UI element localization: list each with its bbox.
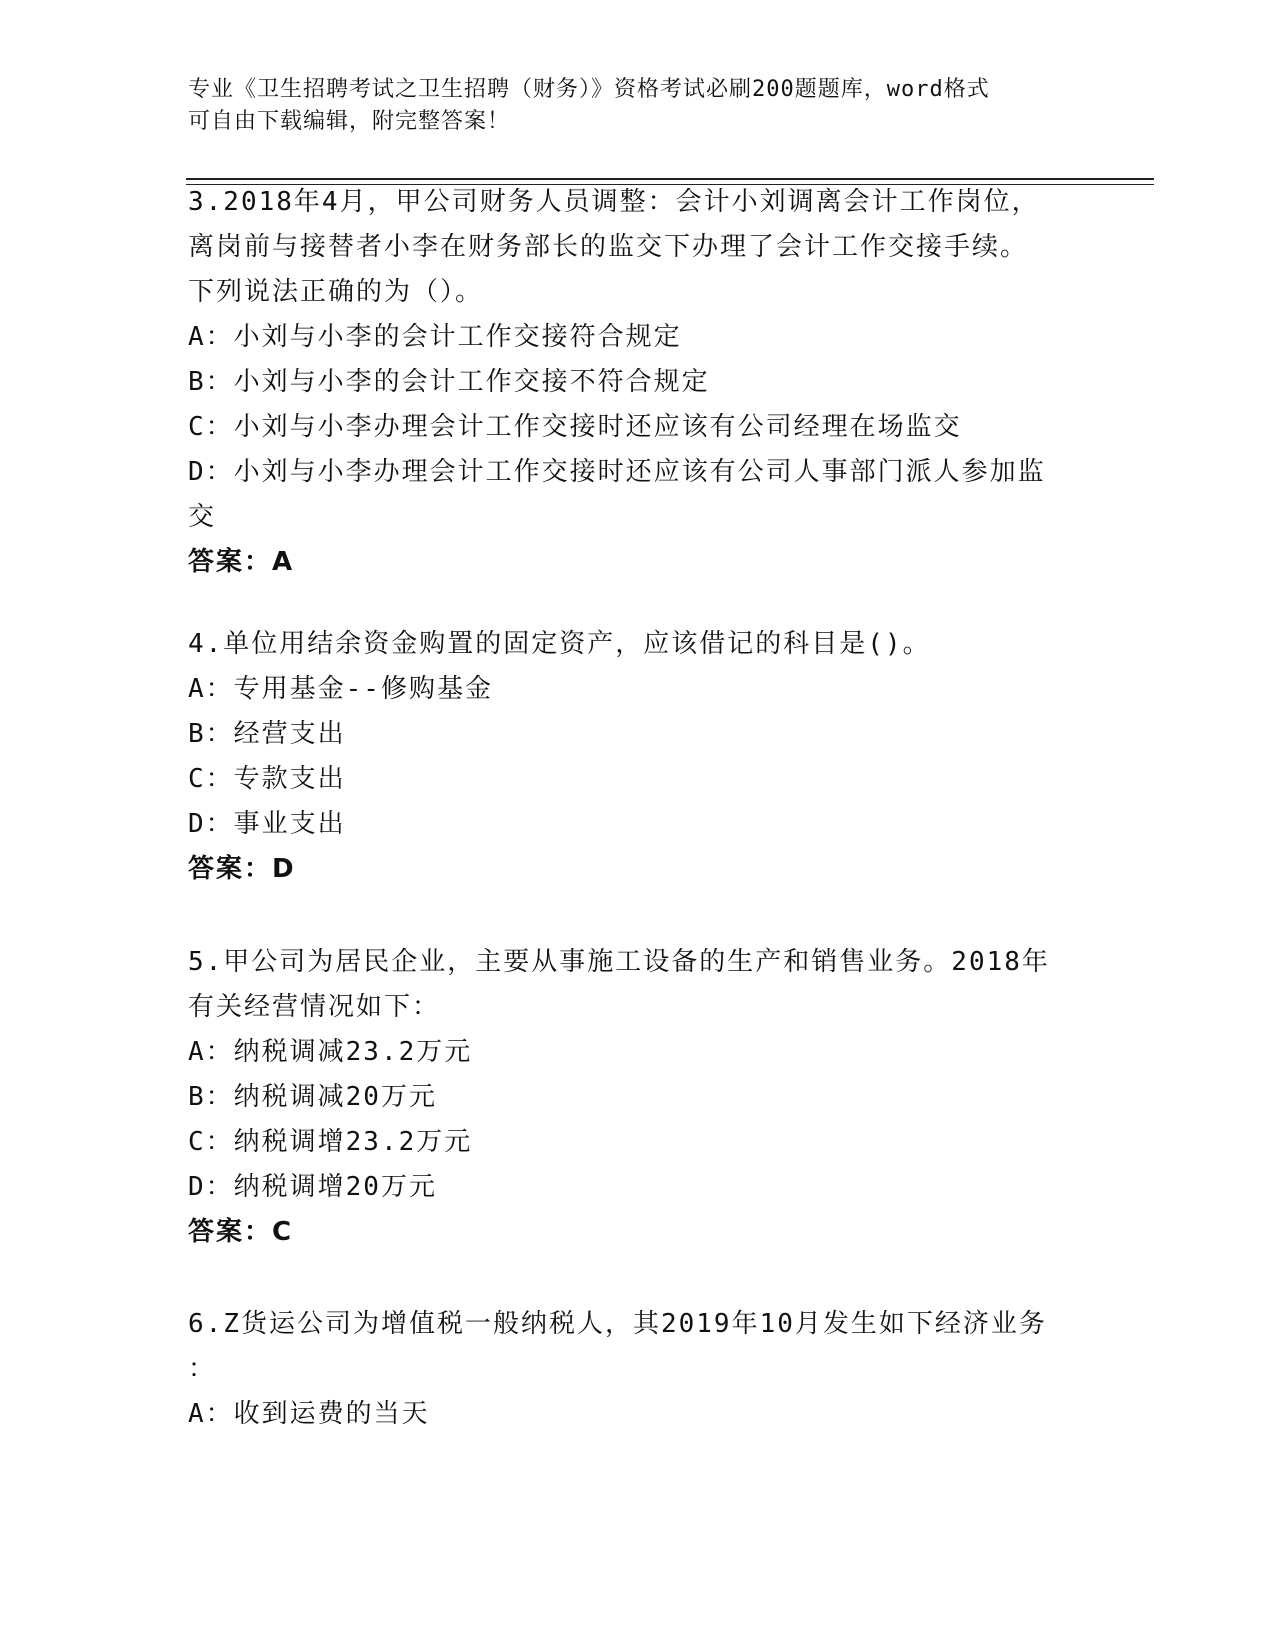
question-4 [188, 622, 1088, 892]
header-line-1: 专业《卫生招聘考试之卫生招聘（财务）》资格考试必刷200题题库，word格式 [188, 77, 990, 102]
option-d: D：纳税调增20万元 [188, 1172, 437, 1202]
answer: 答案：C [188, 1217, 294, 1247]
option-b: B：小刘与小李的会计工作交接不符合规定 [188, 367, 710, 397]
question-text: 离岗前与接替者小李在财务部长的监交下办理了会计工作交接手续。 [188, 232, 1029, 262]
option-b: B：经营支出 [188, 719, 346, 749]
option-d: D：小刘与小李办理会计工作交接时还应该有公司人事部门派人参加监 [188, 457, 1046, 487]
option-d: D：事业支出 [188, 809, 346, 839]
question-text: ： [188, 1354, 217, 1384]
answer: 答案：A [188, 547, 295, 577]
question-text: 有关经营情况如下： [188, 992, 441, 1022]
option-a: A：小刘与小李的会计工作交接符合规定 [188, 322, 682, 352]
header-line-2: 可自由下载编辑，附完整答案！ [188, 109, 511, 134]
option-d-continued: 交 [188, 502, 217, 532]
option-a: A：纳税调减23.2万元 [188, 1037, 473, 1067]
question-text: 下列说法正确的为（）。 [188, 277, 484, 307]
question-text: 3.2018年4月，甲公司财务人员调整：会计小刘调离会计工作岗位， [188, 187, 1040, 217]
option-b: B：纳税调减20万元 [188, 1082, 437, 1112]
question-6 [188, 1302, 1088, 1437]
answer: 答案：D [188, 854, 296, 884]
option-a: A：收到运费的当天 [188, 1399, 430, 1429]
question-5 [188, 940, 1088, 1255]
question-text: 6.Z货运公司为增值税一般纳税人，其2019年10月发生如下经济业务 [188, 1309, 1047, 1339]
question-3 [188, 180, 1088, 585]
document-header [188, 74, 1088, 138]
option-c: C：专款支出 [188, 764, 346, 794]
question-text: 4.单位用结余资金购置的固定资产，应该借记的科目是()。 [188, 629, 931, 659]
option-c: C：纳税调增23.2万元 [188, 1127, 473, 1157]
question-text: 5.甲公司为居民企业，主要从事施工设备的生产和销售业务。2018年 [188, 947, 1050, 977]
option-a: A：专用基金--修购基金 [188, 674, 493, 704]
option-c: C：小刘与小李办理会计工作交接时还应该有公司经理在场监交 [188, 412, 962, 442]
